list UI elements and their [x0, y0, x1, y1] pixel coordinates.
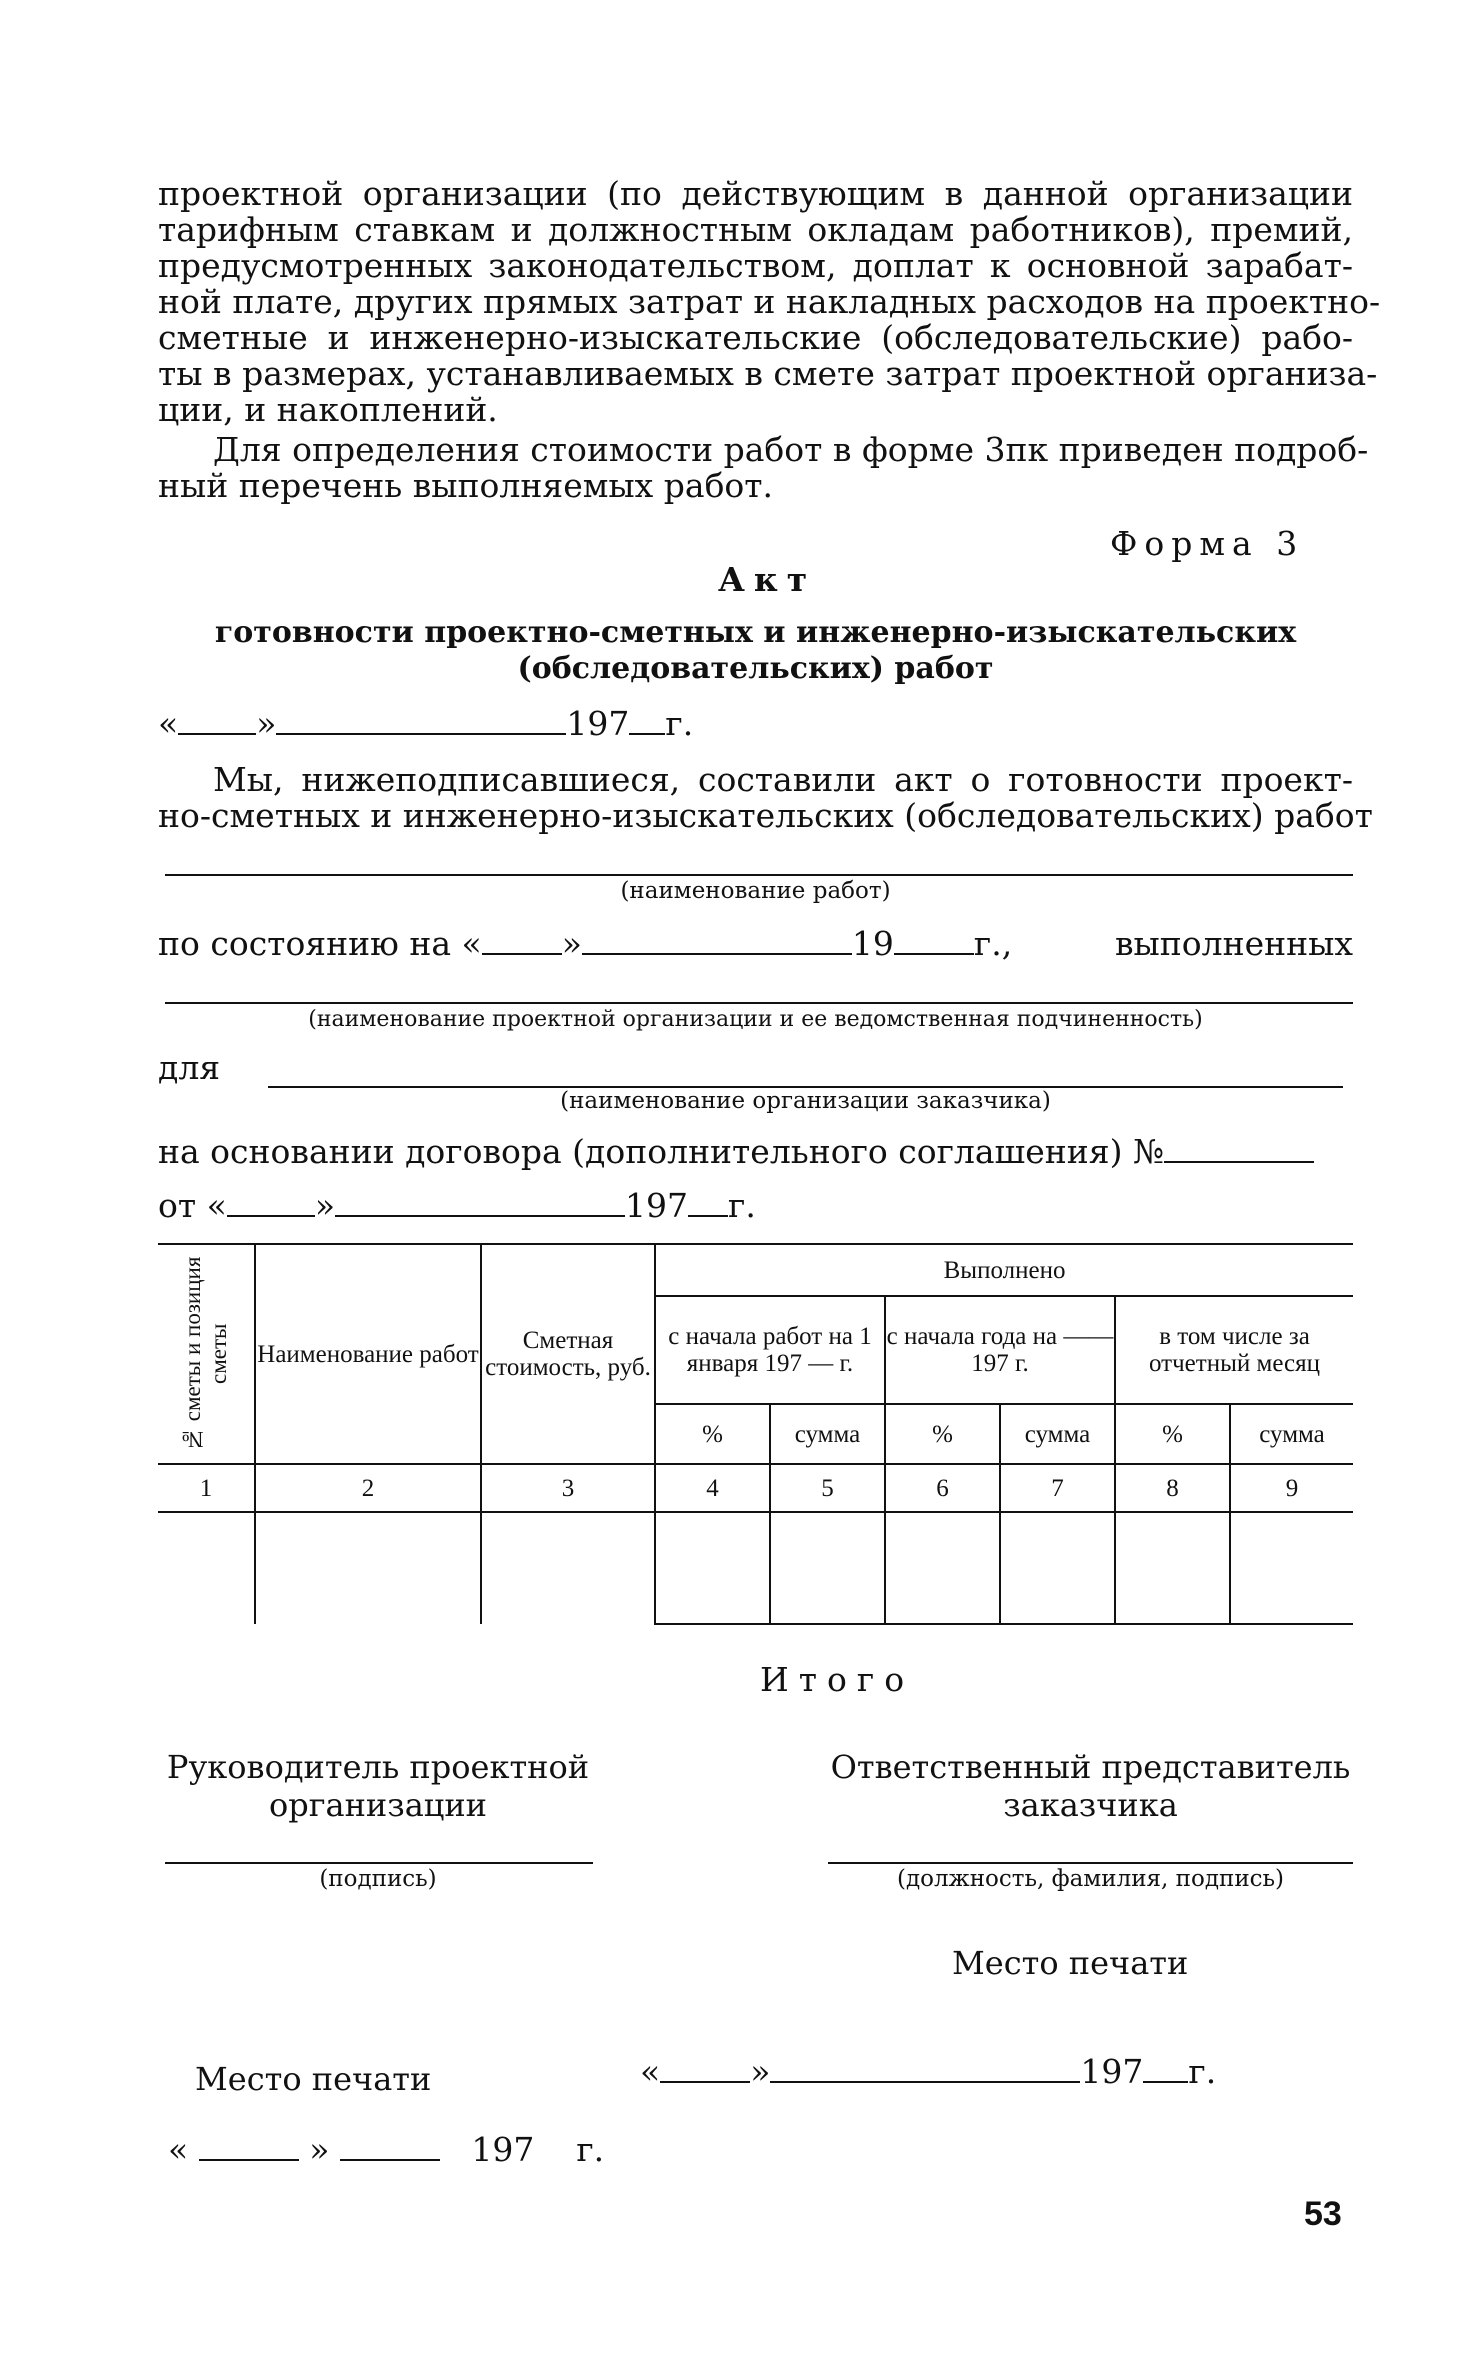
sign-right-line: Ответственный представитель: [830, 1748, 1351, 1786]
from-line: [158, 1186, 756, 1225]
header-since-start-text: с начала работ на 1 января 197 — г.: [668, 1323, 872, 1377]
month-blank: [770, 2053, 1080, 2083]
sign-left-line: Руководитель проектной: [166, 1748, 590, 1786]
form-label: Форма 3: [1110, 524, 1305, 563]
column-number: 5: [770, 1464, 885, 1512]
intro-line: проектной организации (по действующим в данной организации: [158, 174, 1353, 213]
quote-close: »: [314, 1186, 336, 1225]
quote-open: «: [206, 1186, 227, 1225]
year-blank: [629, 705, 665, 735]
empty-cell: [481, 1512, 655, 1624]
quote-open: «: [461, 924, 482, 963]
day-blank: [482, 925, 562, 955]
header-month: [1115, 1296, 1353, 1404]
sign-left-caption: (подпись): [319, 1866, 437, 1892]
column-number: 2: [255, 1464, 481, 1512]
empty-cell: [1115, 1512, 1230, 1624]
act-subtitle: готовности проектно-сметных и инженерно-изыскательских: [214, 615, 1297, 650]
header-estimate-cost-text: Сметная стоимость, руб.: [485, 1327, 651, 1381]
header-sum: сумма: [1000, 1404, 1115, 1464]
year-suffix: г.: [665, 704, 694, 743]
column-number: 7: [1000, 1464, 1115, 1512]
year-prefix: 197: [1080, 2052, 1144, 2091]
column-number: 6: [885, 1464, 1000, 1512]
act-date-line: [158, 704, 693, 743]
header-pct: %: [1115, 1404, 1230, 1464]
date-left: [168, 2130, 604, 2169]
header-done: [655, 1244, 1353, 1296]
quote-close: »: [309, 2130, 330, 2169]
intro-line: ты в размерах, устанавливаемых в смете затрат проектной организа-: [158, 354, 1378, 393]
column-number: 1: [158, 1464, 255, 1512]
year-prefix: 197: [625, 1186, 689, 1225]
state-prefix: по состоянию на: [158, 924, 452, 963]
quote-open: «: [640, 2052, 661, 2091]
sign-left-title: [158, 1748, 598, 1824]
sign-right-line: заказчика: [1003, 1786, 1178, 1824]
quote-close: »: [750, 2052, 771, 2091]
day-blank: [660, 2053, 750, 2083]
year-prefix: 19: [851, 924, 894, 963]
header-sum: сумма: [1230, 1404, 1353, 1464]
org-rule: [165, 1002, 1353, 1004]
empty-cell: [770, 1512, 885, 1624]
quote-close: »: [256, 704, 277, 743]
org-caption: (наименование проектной организации и ее ведомственная подчиненность): [308, 1007, 1203, 1032]
month-blank: [276, 705, 566, 735]
header-work-name: [255, 1244, 481, 1464]
body-line: но-сметных и инженерно-изыскательских (обследовательских) работ: [158, 796, 1373, 835]
works-rule: [165, 874, 1353, 876]
empty-cell: [1000, 1512, 1115, 1624]
sign-left-line: организации: [268, 1786, 487, 1824]
header-since-year-text: с начала года на —— 197 г.: [886, 1323, 1114, 1377]
day-blank: [178, 705, 256, 735]
contract-text: на основании договора (дополнительного соглашения) №: [158, 1132, 1165, 1171]
header-since-start: [655, 1296, 885, 1404]
header-month-text: в том числе за отчетный месяц: [1149, 1323, 1321, 1377]
page-number: 53: [1304, 2195, 1342, 2233]
year-suffix: г.: [576, 2130, 605, 2169]
sign-right-title: [828, 1748, 1353, 1824]
quote-close: »: [561, 924, 582, 963]
header-done-text: Выполнено: [943, 1256, 1066, 1284]
day-blank: [199, 2131, 299, 2161]
body-line: Мы, нижеподписавшиеся, составили акт о готовности проект-: [213, 760, 1353, 799]
note-line: ный перечень выполняемых работ.: [158, 466, 774, 505]
state-tail: выполненных: [1114, 924, 1353, 963]
year-suffix: г.: [1188, 2052, 1217, 2091]
note-paragraph: [158, 430, 1369, 505]
intro-line: сметные и инженерно-изыскательские (обследовательские) рабо-: [158, 318, 1353, 357]
quote-open: «: [168, 2130, 189, 2169]
client-caption: (наименование организации заказчика): [560, 1088, 1051, 1114]
intro-line: ной плате, других прямых затрат и накладных расходов на проектно-: [158, 282, 1381, 321]
stamp-right: Место печати: [952, 1944, 1189, 1982]
year-suffix: г.,: [973, 924, 1013, 963]
column-number: 4: [655, 1464, 770, 1512]
header-pct: %: [885, 1404, 1000, 1464]
contract-number-blank: [1164, 1133, 1314, 1163]
month-blank: [335, 1187, 625, 1217]
works-caption: (наименование работ): [620, 878, 891, 904]
sign-right-caption: (должность, фамилия, подпись): [896, 1866, 1285, 1892]
year-suffix: г.: [728, 1186, 756, 1225]
header-sum: сумма: [770, 1404, 885, 1464]
year-prefix: 197: [471, 2130, 535, 2169]
note-line: Для определения стоимости работ в форме 3пк приведен подроб-: [213, 430, 1369, 469]
month-blank: [582, 925, 852, 955]
empty-cell: [255, 1512, 481, 1624]
state-line: [158, 924, 1353, 963]
month-blank: [340, 2131, 440, 2161]
intro-line: ции, и накоплений.: [158, 390, 498, 429]
year-prefix: 197: [566, 704, 630, 743]
sign-right-rule: [828, 1862, 1353, 1864]
stamp-left: Место печати: [195, 2060, 432, 2098]
from-prefix: от: [158, 1186, 197, 1225]
intro-line: предусмотренных законодательством, доплат к основной зарабат-: [158, 246, 1353, 285]
header-since-year: [885, 1296, 1115, 1404]
column-number: 8: [1115, 1464, 1230, 1512]
day-blank: [227, 1187, 315, 1217]
header-estimate-cost: [481, 1244, 655, 1464]
total-label: Итого: [760, 1660, 915, 1699]
sign-left-rule: [165, 1862, 593, 1864]
year-blank: [688, 1187, 728, 1217]
body-paragraph: [158, 760, 1373, 835]
intro-paragraph: [158, 174, 1381, 429]
intro-line: тарифным ставкам и должностным окладам работников), премий,: [158, 210, 1353, 249]
column-number: 9: [1230, 1464, 1353, 1512]
header-estimate-number-text: № сметы и позиция сметы: [180, 1256, 231, 1452]
header-estimate-number: [158, 1244, 255, 1464]
act-subtitle: (обследовательских) работ: [517, 651, 994, 686]
empty-cell: [885, 1512, 1000, 1624]
year-blank: [1143, 2053, 1188, 2083]
quote-open: «: [158, 704, 179, 743]
works-table: [158, 1243, 1353, 1625]
empty-cell: [1230, 1512, 1353, 1624]
header-pct: %: [655, 1404, 770, 1464]
year-blank: [894, 925, 974, 955]
empty-cell: [655, 1512, 770, 1624]
act-title: Акт: [718, 560, 817, 599]
contract-line: [158, 1132, 1314, 1171]
for-label: для: [158, 1048, 221, 1087]
header-work-name-text: Наименование работ: [257, 1340, 479, 1368]
empty-cell: [158, 1512, 255, 1624]
column-number: 3: [481, 1464, 655, 1512]
date-right: [640, 2052, 1216, 2091]
